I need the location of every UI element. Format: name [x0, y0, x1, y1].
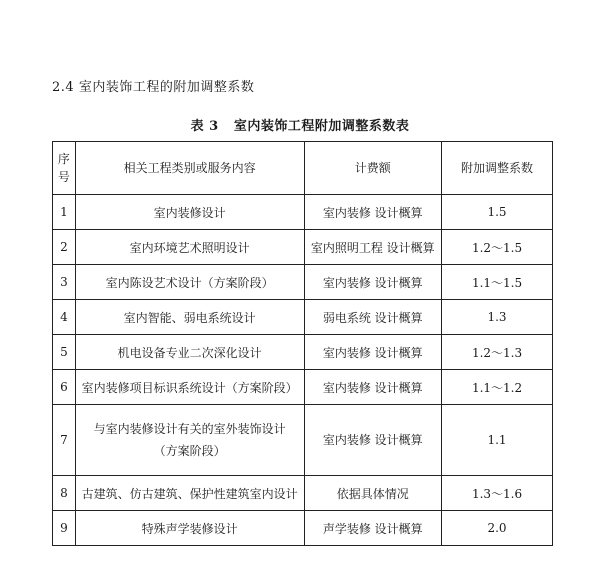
row-coefficient: 1.3～1.6: [442, 476, 553, 511]
row-number: 5: [53, 335, 76, 370]
table-row: [53, 511, 553, 546]
table-row: [53, 300, 553, 335]
row-category: 室内智能、弱电系统设计: [75, 300, 304, 335]
row-coefficient: 1.1～1.5: [442, 265, 553, 300]
table-row: [53, 230, 553, 265]
row-category: 特殊声学装修设计: [75, 511, 304, 546]
table-row: [53, 335, 553, 370]
row-coefficient: 1.2～1.5: [442, 230, 553, 265]
table-row: [53, 265, 553, 300]
row-number: 2: [53, 230, 76, 265]
row-fee-base: 弱电系统 设计概算: [304, 300, 442, 335]
header-seq-line1: 序: [57, 152, 70, 166]
row-coefficient: 2.0: [442, 511, 553, 546]
row-number: 3: [53, 265, 76, 300]
row-category-line1: 与室内装修设计有关的室外装饰设计: [93, 422, 286, 436]
row-fee-base: 依据具体情况: [304, 476, 442, 511]
row-fee-base: 室内装修 设计概算: [304, 405, 442, 476]
row-category: [75, 405, 304, 476]
coefficient-table: [52, 141, 553, 546]
section-title: 室内装饰工程的附加调整系数: [78, 80, 255, 95]
header-coefficient: 附加调整系数: [442, 142, 553, 195]
table-row: [53, 370, 553, 405]
table-row: [53, 195, 553, 230]
row-coefficient: 1.1～1.2: [442, 370, 553, 405]
row-number: 7: [53, 405, 76, 476]
row-fee-base: 室内装修 设计概算: [304, 370, 442, 405]
header-category: 相关工程类别或服务内容: [75, 142, 304, 195]
row-fee-base: 室内照明工程 设计概算: [304, 230, 442, 265]
section-heading: [52, 76, 254, 95]
row-number: 4: [53, 300, 76, 335]
row-coefficient: 1.5: [442, 195, 553, 230]
table-label: 表 3: [190, 119, 219, 134]
row-category: 室内环境艺术照明设计: [75, 230, 304, 265]
header-seq-line2: 号: [57, 170, 70, 184]
row-fee-base: 声学装修 设计概算: [304, 511, 442, 546]
row-number: 6: [53, 370, 76, 405]
row-category: 机电设备专业二次深化设计: [75, 335, 304, 370]
row-category-line2: （方案阶段）: [153, 444, 226, 458]
row-fee-base: 室内装修 设计概算: [304, 195, 442, 230]
row-category: 古建筑、仿古建筑、保护性建筑室内设计: [75, 476, 304, 511]
row-fee-base: 室内装修 设计概算: [304, 265, 442, 300]
table-header-row: [53, 142, 553, 195]
section-number: 2.4: [52, 80, 75, 95]
table-title: 室内装饰工程附加调整系数表: [233, 119, 410, 134]
row-coefficient: 1.2～1.3: [442, 335, 553, 370]
row-category: 室内装修设计: [75, 195, 304, 230]
row-number: 9: [53, 511, 76, 546]
row-fee-base: 室内装修 设计概算: [304, 335, 442, 370]
row-number: 8: [53, 476, 76, 511]
row-category: 室内装修项目标识系统设计（方案阶段）: [75, 370, 304, 405]
table-row: [53, 476, 553, 511]
row-number: 1: [53, 195, 76, 230]
table-caption: [0, 115, 600, 134]
row-coefficient: 1.3: [442, 300, 553, 335]
row-coefficient: 1.1: [442, 405, 553, 476]
table-row: [53, 405, 553, 476]
header-seq: [53, 142, 76, 195]
header-fee-base: 计费额: [304, 142, 442, 195]
row-category: 室内陈设艺术设计（方案阶段）: [75, 265, 304, 300]
